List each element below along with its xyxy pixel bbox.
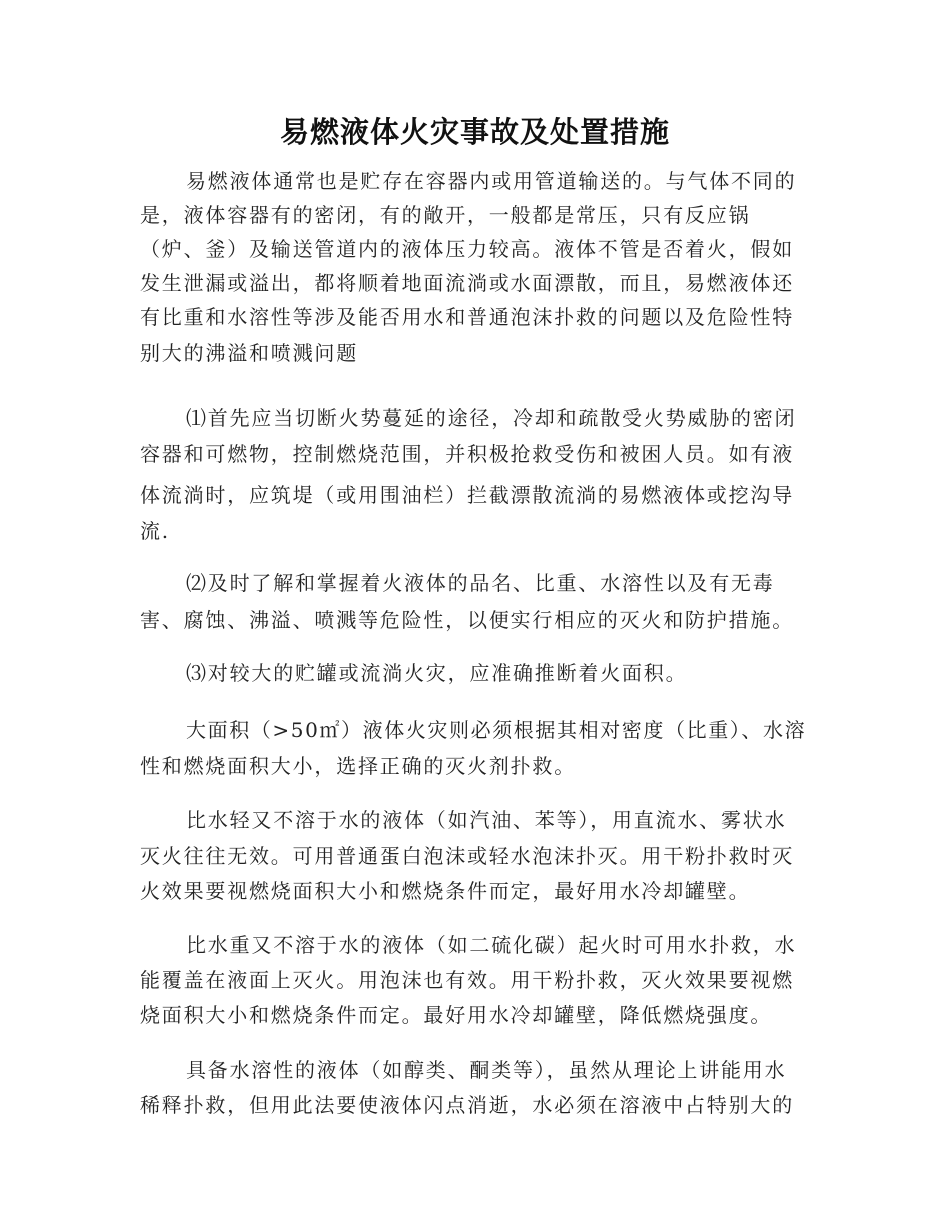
- paragraph-line: ⑶对较大的贮罐或流淌火灾，应准确推断着火面积。: [186, 661, 688, 685]
- paragraph-line: 流.: [140, 519, 170, 543]
- paragraph-line: 大面积（>50㎡）液体火灾则必须根据其相对密度（比重）、水溶: [186, 718, 807, 742]
- paragraph-line: 比水重又不溶于水的液体（如二硫化碳）起火时可用水扑救，水: [186, 933, 797, 957]
- paragraph-line: 别大的沸溢和喷溅问题: [140, 341, 358, 365]
- paragraph-line: 火效果要视燃烧面积大小和燃烧条件而定，最好用水冷却罐壁。: [140, 879, 751, 903]
- paragraph-line: 烧面积大小和燃烧条件而定。最好用水冷却罐壁，降低燃烧强度。: [140, 1003, 773, 1027]
- paragraph-line: 发生泄漏或溢出，都将顺着地面流淌或水面漂散，而且，易燃液体还: [140, 271, 794, 295]
- paragraph-line: 有比重和水溶性等涉及能否用水和普通泡沫扑救的问题以及危险性特: [140, 305, 794, 329]
- paragraph-line: ⑵及时了解和掌握着火液体的品名、比重、水溶性以及有无毒: [186, 571, 775, 595]
- paragraph-line: 性和燃烧面积大小，选择正确的灭火剂扑救。: [140, 754, 576, 778]
- paragraph-line: 容器和可燃物，控制燃烧范围，并积极抢救受伤和被困人员。如有液: [140, 442, 794, 466]
- page-title: 易燃液体火灾事故及处置措施: [279, 115, 670, 149]
- paragraph-line: ⑴首先应当切断火势蔓延的途径，冷却和疏散受火势威胁的密闭: [186, 406, 797, 430]
- paragraph-line: 是，液体容器有的密闭，有的敞开，一般都是常压，只有反应锅: [140, 203, 751, 227]
- paragraph-line: 害、腐蚀、沸溢、喷溅等危险性，以便实行相应的灭火和防护措施。: [140, 608, 794, 632]
- paragraph-line: 比水轻又不溶于水的液体（如汽油、苯等），用直流水、雾状水: [186, 808, 787, 832]
- paragraph-line: 具备水溶性的液体（如醇类、酮类等），虽然从理论上讲能用水: [186, 1058, 787, 1082]
- paragraph-line: 体流淌时，应筑堤（或用围油栏）拦截漂散流淌的易燃液体或挖沟导: [140, 483, 794, 507]
- paragraph-line: 稀释扑救，但用此法要使液体闪点消逝，水必须在溶液中占特别大的: [140, 1093, 794, 1117]
- paragraph-line: 能覆盖在液面上灭火。用泡沫也有效。用干粉扑救，灭火效果要视燃: [140, 968, 794, 992]
- paragraph-line: 易燃液体通常也是贮存在容器内或用管道输送的。与气体不同的: [186, 169, 797, 193]
- paragraph-line: （炉、釜）及输送管道内的液体压力较高。液体不管是否着火，假如: [140, 237, 794, 261]
- paragraph-line: 灭火往往无效。可用普通蛋白泡沫或轻水泡沫扑灭。用干粉扑救时灭: [140, 844, 794, 868]
